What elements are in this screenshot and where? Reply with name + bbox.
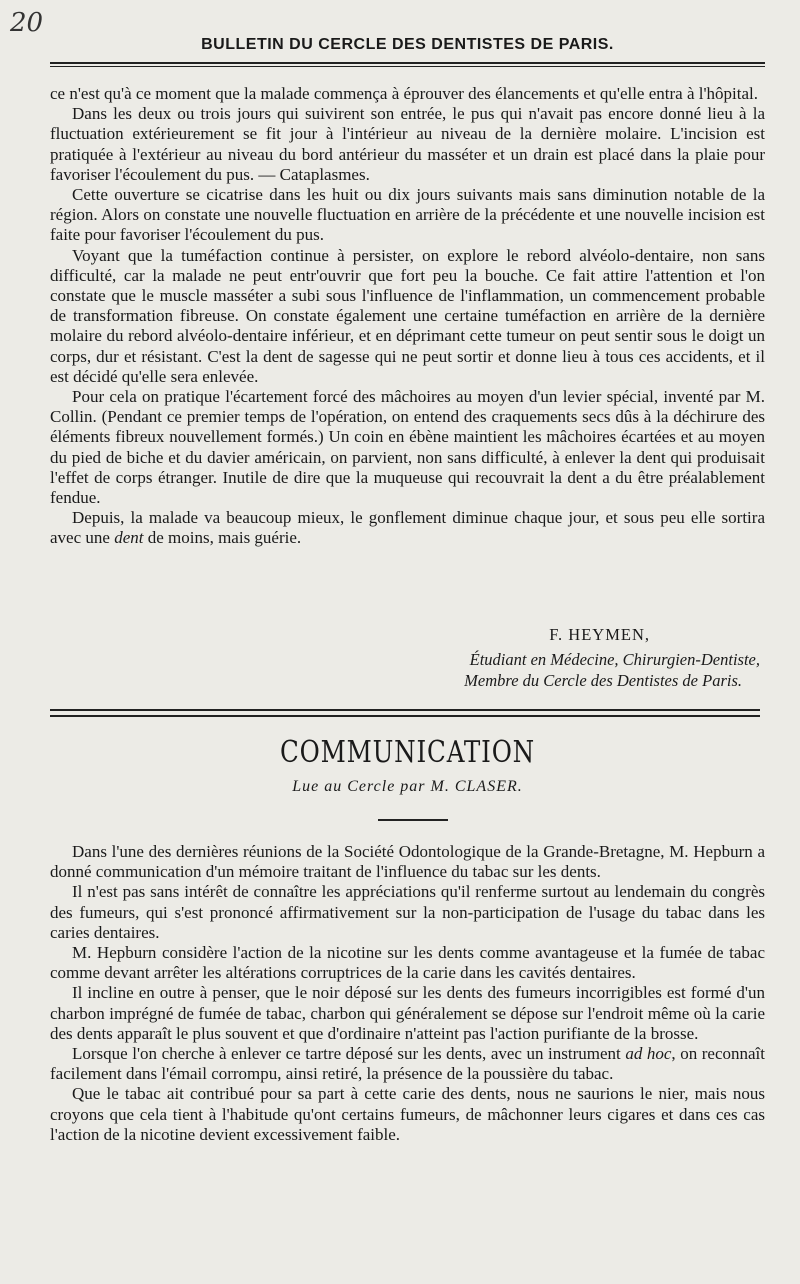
author-name: F. HEYMEN, (549, 625, 650, 644)
author-role: Étudiant en Médecine, Chirurgien-Dentiste, (469, 650, 760, 669)
paragraph (50, 1044, 765, 1084)
emphasis: ad hoc (625, 1044, 672, 1064)
text-run: , on reconnaît facilement dans l'émail corrompu, ainsi retiré, la présence de la poussière du tabac. (50, 1044, 765, 1084)
section-divider (50, 709, 760, 717)
title-rule (378, 819, 448, 821)
paragraph: ce n'est qu'à ce moment que la malade commença à éprouver des élancements et qu'elle entra à l'hôpital. (50, 84, 758, 103)
emphasis: dent (114, 528, 144, 548)
paragraph: Dans les deux ou trois jours qui suivirent son entrée, le pus qui n'avait pas encore donné lieu à la fluctuation extérieurement se fit jour à l'intérieur au niveau de la dernière molaire. L'incision est pratiquée à l'extérieur au niveau du bord antérieur du masséter et un drain est placé dans la plaie pour favoriser l'écoulement du pus. — Cataplasmes. (50, 104, 765, 184)
paragraph: Pour cela on pratique l'écartement forcé des mâchoires au moyen d'un levier spécial, inventé par M. Collin. (Pendant ce premier temps de l'opération, on entend des craquements secs dûs à la déchirure des éléments fibreux nouvellement formés.) Un coin en ébène maintient les mâchoires écartées et au moyen du pied de biche et du davier américain, on parvient, non sans difficulté, à enlever la dent qui produisait l'effet de corps étranger. Inutile de dire que la muqueuse qui recouvrait la dent a du être préalablement fendue. (50, 387, 765, 508)
page-number: 20 (10, 8, 44, 38)
paragraph (50, 508, 765, 548)
paragraph: M. Hepburn considère l'action de la nicotine sur les dents comme avantageuse et la fumée de tabac comme devant arrêter les altérations corruptrices de la carie dans les cavités dentaires. (50, 943, 765, 983)
paragraph: Il incline en outre à penser, que le noir déposé sur les dents des fumeurs incorrigibles est formé d'un charbon imprégné de fumée de tabac, charbon qui généralement se dépose sur l'endroit même où la carie des dents apparaît le plus souvent et que d'ordinaire n'atteint pas l'action purifiante de la brosse. (50, 983, 765, 1043)
text-run: de moins, mais guérie. (143, 528, 302, 548)
header-rule (50, 62, 765, 67)
paragraph: Dans l'une des dernières réunions de la Société Odontologique de la Grande-Bretagne, M. Hepburn a donné communication d'un mémoire traitant de l'influence du tabac sur les dents. (50, 842, 765, 882)
paragraph: Voyant que la tuméfaction continue à persister, on explore le rebord alvéolo-dentaire, non sans difficulté, car la malade ne peut entr'ouvrir que fort peu la bouche. Ce fait attire l'attention et l'on constate que le muscle masséter a subi sous l'influence de l'inflammation, un commencement probable de transformation fibreuse. On constate également une certaine tuméfaction en arrière de la dernière molaire du rebord alvéolo-dentaire inférieur, et en déprimant cette tumeur on peut sentir sous le doigt un corps, dur et résistant. C'est la dent de sagesse qui ne peut sortir et donne lieu à tous ces accidents, et il est décidé qu'elle sera enlevée. (50, 245, 765, 386)
paragraph: Que le tabac ait contribué pour sa part à cette carie des dents, nous ne saurions le nier, mais nous croyons que cela tient à l'habitude qu'ont certains fumeurs, de mâchonner leurs cigares et dans ces cas l'action de la nicotine devient excessivement faible. (50, 1084, 765, 1144)
article-body (50, 84, 765, 549)
section-title: COMMUNICATION (279, 735, 536, 770)
text-run: Lorsque l'on cherche à enlever ce tartre déposé sur les dents, avec un instrument (72, 1044, 626, 1064)
running-head: BULLETIN DU CERCLE DES DENTISTES DE PARIS. (201, 36, 614, 53)
section-subtitle: Lue au Cercle par M. CLASER. (292, 778, 523, 795)
text-run: Depuis, la malade va beaucoup mieux, le gonflement diminue chaque jour, et sous peu elle sortira avec une (50, 508, 765, 548)
paragraph: Cette ouverture se cicatrise dans les huit ou dix jours suivants mais sans diminution notable de la région. Alors on constate une nouvelle fluctuation en arrière de la précédente et une nouvelle incision est faite pour favoriser l'écoulement du pus. (50, 185, 765, 245)
communication-body (50, 842, 765, 1145)
signature-block (50, 624, 760, 691)
author-membership: Membre du Cercle des Dentistes de Paris. (464, 671, 742, 690)
paragraph: Il n'est pas sans intérêt de connaître les appréciations qu'il renferme surtout au lendemain du congrès des fumeurs, qui s'est prononcé affirmativement sur la non-participation de l'usage du tabac dans les caries dentaires. (50, 882, 765, 942)
